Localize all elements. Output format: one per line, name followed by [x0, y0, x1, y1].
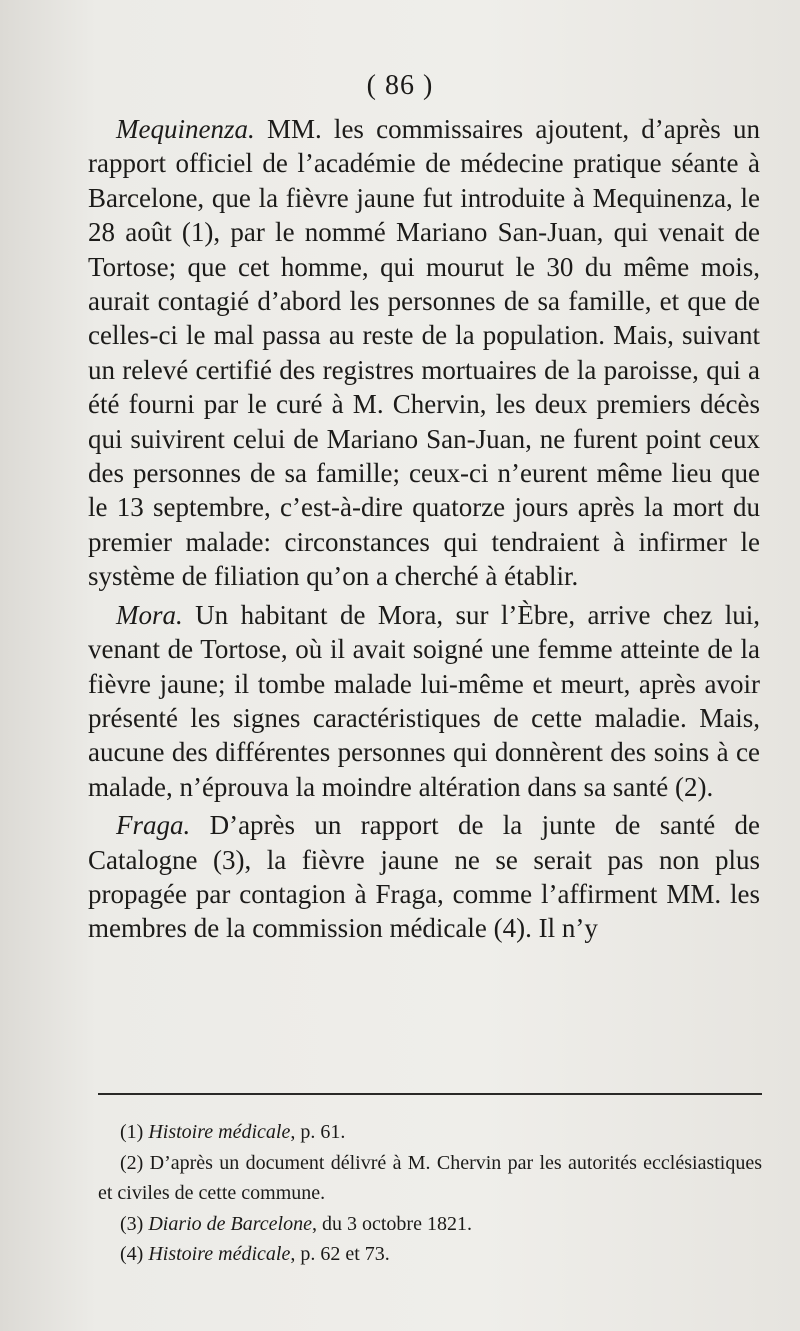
main-text [88, 112, 760, 946]
paragraph-lead: Fraga. [116, 810, 191, 841]
footnote-3 [98, 1209, 762, 1240]
footnote-mark: (1) [120, 1121, 144, 1143]
footnote-1 [98, 1117, 762, 1148]
footnote-text: , p. 62 et 73. [290, 1243, 390, 1265]
footnote-2 [98, 1148, 762, 1209]
page-number: ( 86 ) [366, 70, 434, 101]
footnote-mark: (4) [120, 1243, 144, 1265]
footnotes [98, 1117, 762, 1270]
footnote-4 [98, 1239, 762, 1270]
paragraph-text: Un habitant de Mora, sur l’Èbre, arrive chez lui, venant de Tortose, où il avait soigné une femme atteinte de la fièvre jaune; il tombe malade lui-même et meurt, après avoir présenté les signes caractéristiques de cette maladie. Mais, aucune des différentes personnes qui donnèrent des soins à ce malade, n’éprouva la moindre altération dans sa santé (2). [88, 599, 760, 802]
paragraph-text: D’après un rapport de la junte de santé de Catalogne (3), la fièvre jaune ne se serait pas non plus propagée par contagion à Fraga, comme l’affirment MM. les membres de la commission médicale (4). Il n’y [88, 810, 760, 944]
paragraph-text: MM. les commissaires ajoutent, d’après un rapport officiel de l’académie de médecine pratique séante à Barcelone, que la fièvre jaune fut introduite à Mequinenza, le 28 août (1), par le nommé Mariano San-Juan, qui venait de Tortose; que cet homme, qui mourut le 30 du même mois, aurait contagié d’abord les personnes de sa famille, et que de celles-ci le mal passa au reste de la population. Mais, suivant un relevé certifié des registres mortuaires de la paroisse, qui a été fourni par le curé à M. Chervin, les deux premiers décès qui suivirent celui de Mariano San-Juan, ne furent point ceux des personnes de sa famille; ceux-ci n’eurent même lieu que le 13 septembre, c’est-à-dire quatorze jours après la mort du premier malade: circonstances qui tendraient à infirmer le système de filiation qu’on a cherché à établir. [88, 114, 760, 592]
footnote-text: , p. 61. [290, 1121, 346, 1143]
footnote-source: Histoire médicale [148, 1121, 291, 1143]
paragraph-mora [88, 598, 760, 804]
footnote-source: Diario de Barcelone [148, 1212, 312, 1235]
footnote-text: , du 3 octobre 1821. [312, 1212, 472, 1235]
footnote-source: Histoire médicale [148, 1243, 291, 1265]
paragraph-lead: Mora. [116, 599, 183, 630]
paragraph-lead: Mequinenza. [116, 114, 255, 144]
footnote-divider [98, 1093, 762, 1095]
paragraph-mequinenza [88, 112, 760, 594]
footnote-text: D’après un document délivré à M. Chervin par les autorités ecclésiastiques et civiles de cette commune. [98, 1151, 762, 1204]
footnote-mark: (2) [120, 1151, 144, 1174]
paragraph-fraga [88, 808, 760, 946]
footnote-mark: (3) [120, 1212, 144, 1235]
